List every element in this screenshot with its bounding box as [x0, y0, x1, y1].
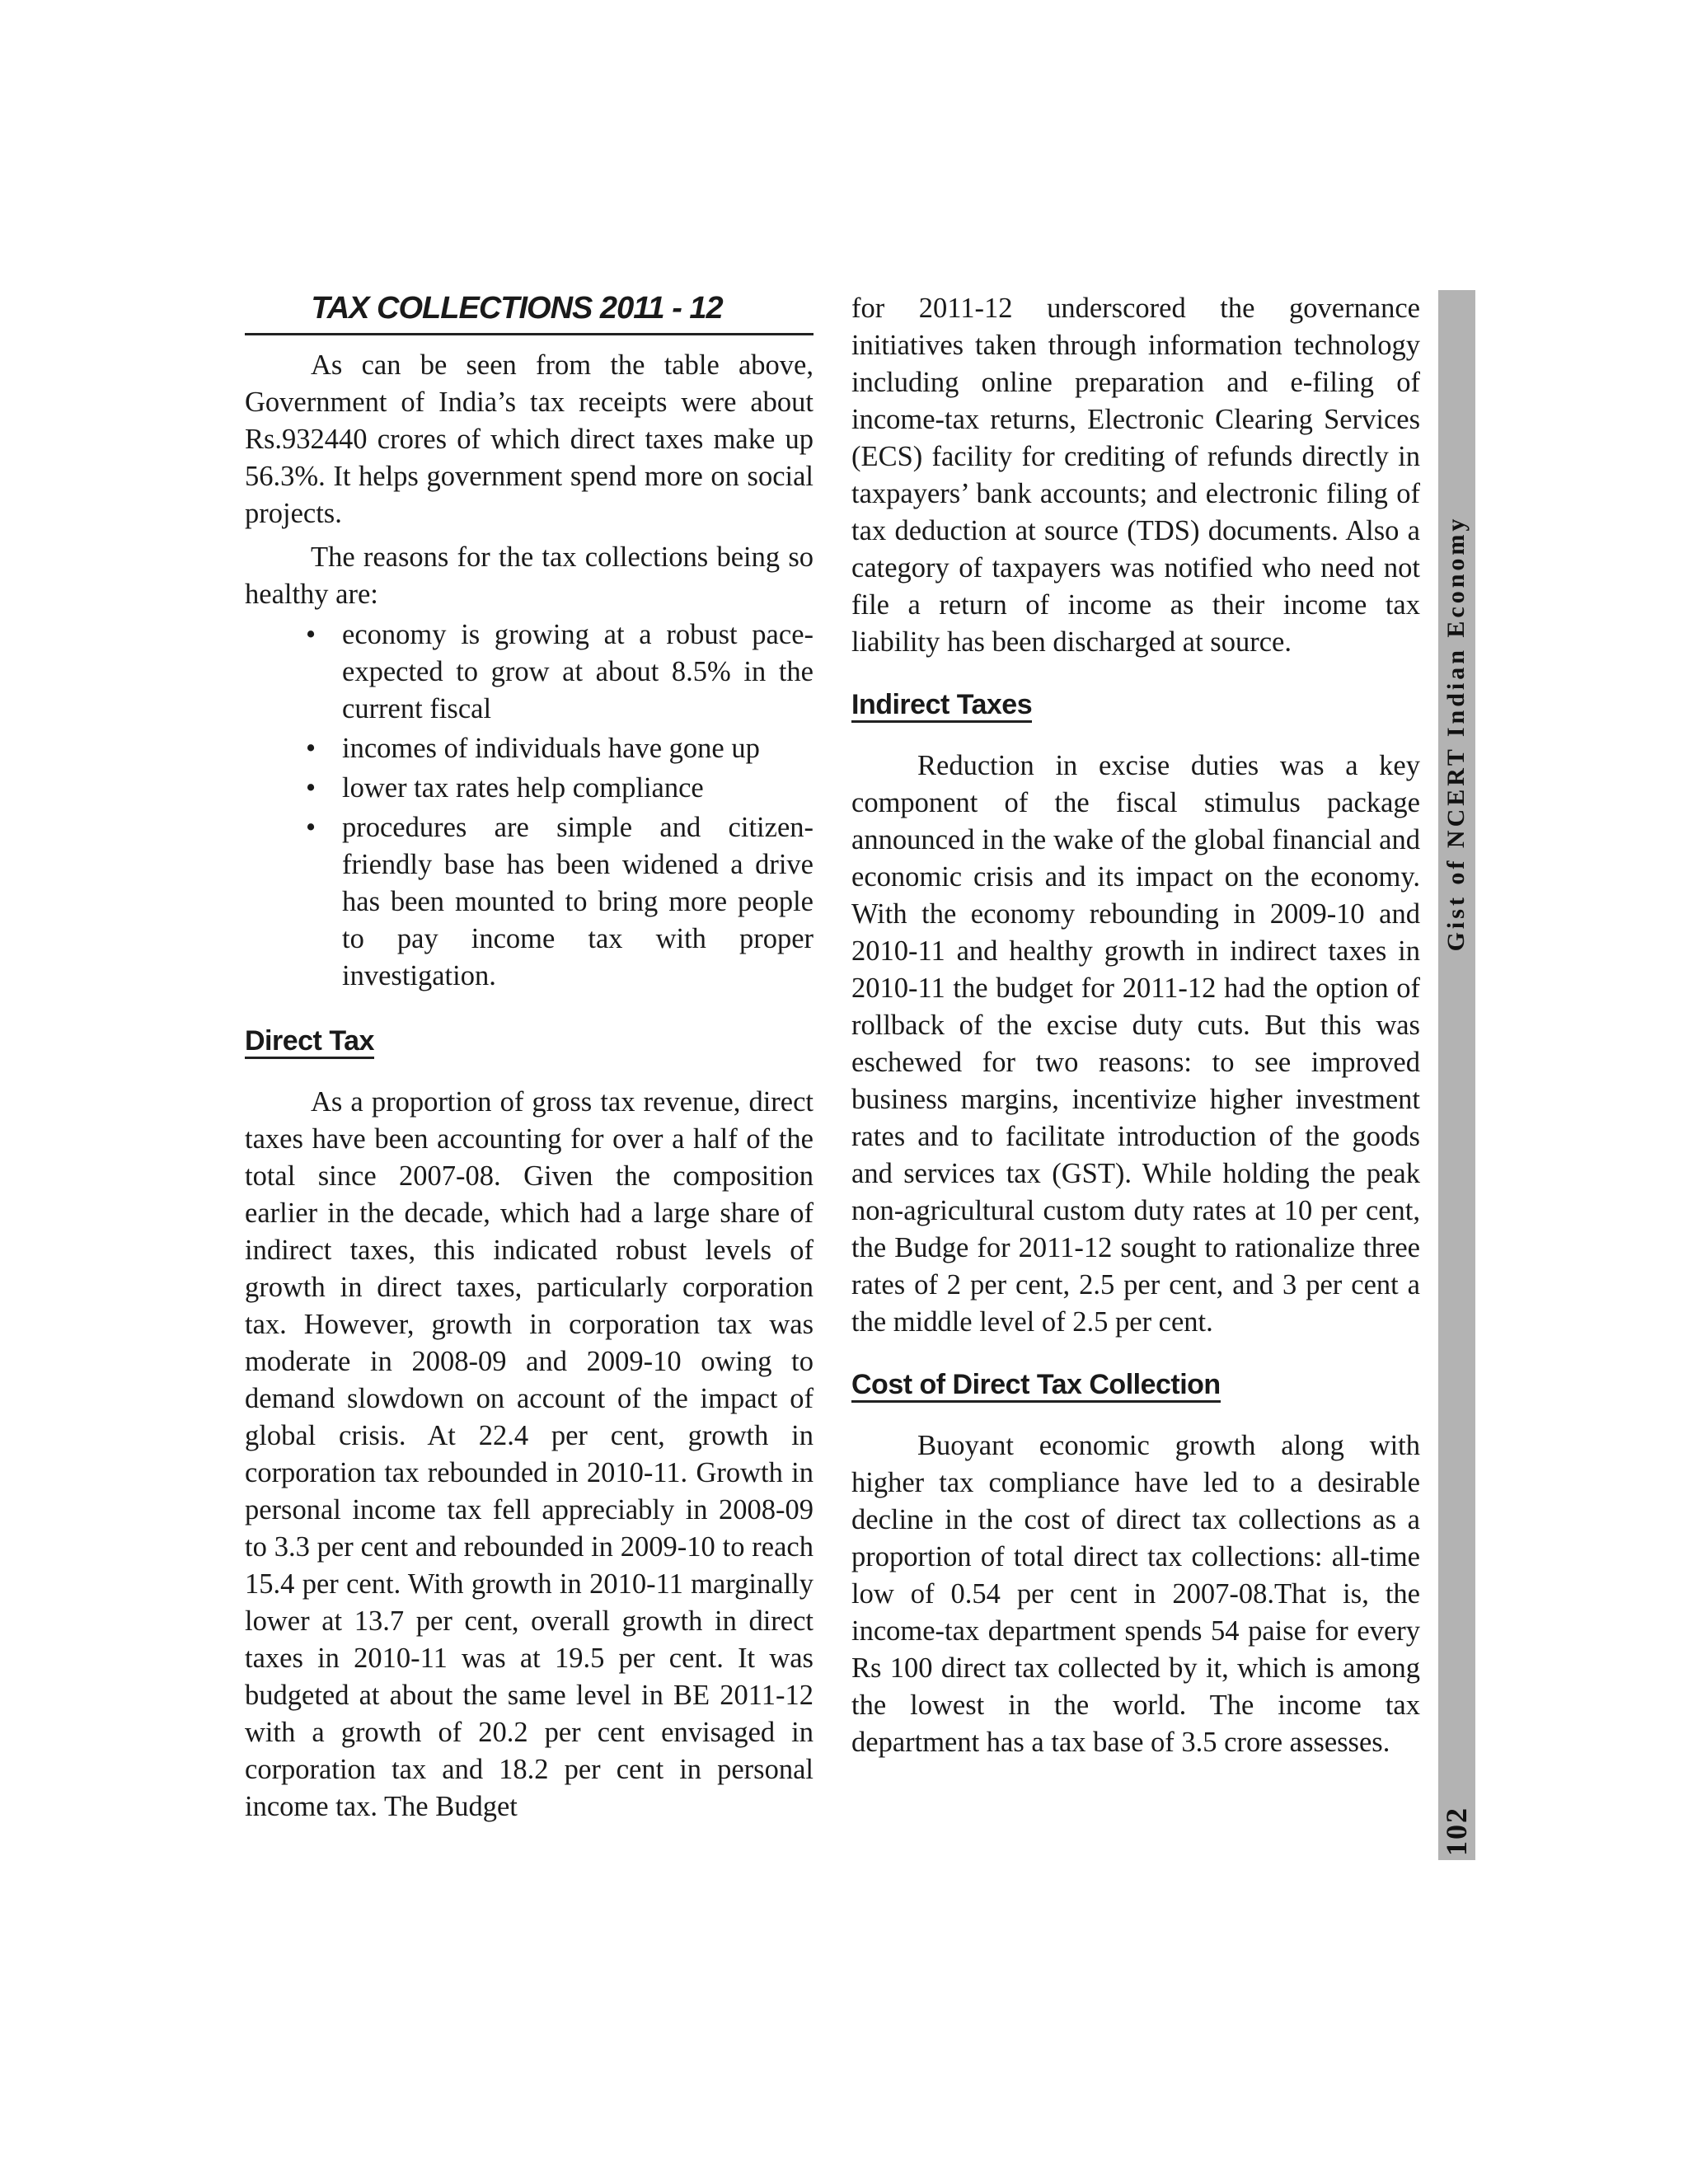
section-title: TAX COLLECTIONS 2011 - 12 — [311, 291, 723, 326]
indirect-taxes-heading: Indirect Taxes — [851, 689, 1032, 723]
reasons-paragraph: The reasons for the tax collections being so healthy are: — [245, 541, 814, 610]
continued-paragraph: for 2011-12 underscored the governance initiatives taken through information technology including online preparation and e-filing of income-tax returns, Electronic Clearing Services (ECS) facility for crediting of refunds directly in taxpayers’ bank accounts; and electronic filing of tax deduction at source (TDS) documents. Also a category of taxpayers was notified who need not file a return of income as their income tax liability has been discharged at source. — [851, 293, 1420, 658]
direct-tax-paragraph: As a proportion of gross tax revenue, direct taxes have been accounting for over a half of the total since 2007-08. Given the composition earlier in the decade, which had a large share of indirect taxes, this indicated robust levels of growth in direct taxes, particularly corporation tax. However, growth in corporation tax was moderate in 2008-09 and 2009-10 owing to demand slowdown on account of the impact of global crisis. At 22.4 per cent, growth in corporation tax rebounded in 2010-11. Growth in personal income tax fell appreciably in 2008-09 to 3.3 per cent and rebounded in 2009-10 to reach 15.4 per cent. With growth in 2010-11 marginally lower at 13.7 per cent, overall growth in direct taxes in 2010-11 was at 19.5 per cent. It was budgeted at about the same level in BE 2011-12 with a growth of 20.2 per cent envisaged in corporation tax and 18.2 per cent in personal income tax. The Budget — [245, 1086, 814, 1822]
reasons-list — [245, 616, 814, 995]
bullet-icon: • — [306, 772, 316, 804]
running-title: Gist of NCERT Indian Economy — [1442, 515, 1470, 952]
page-number: 102 — [1440, 1807, 1473, 1856]
direct-tax-heading: Direct Tax — [245, 1025, 374, 1059]
right-column — [851, 290, 1420, 1761]
bullet-icon: • — [306, 733, 316, 764]
list-item — [306, 770, 814, 807]
cost-of-collection-paragraph: Buoyant economic growth along with higher tax compliance have led to a desirable decline in the cost of direct tax collections as a proportion of total direct tax collections: all-time low of 0.54 per cent in 2007-08.That is, the income-tax department spends 54 paise for every Rs 100 direct tax collected by it, which is among the lowest in the world. The income tax department has a tax base of 3.5 crore assesses. — [851, 1430, 1420, 1758]
list-item-text: incomes of individuals have gone up — [342, 733, 760, 764]
list-item — [306, 809, 814, 995]
cost-of-collection-heading: Cost of Direct Tax Collection — [851, 1369, 1221, 1403]
list-item-text: economy is growing at a robust pace- expected to grow at about 8.5% in the current fiscal — [342, 619, 814, 724]
list-item-text: lower tax rates help compliance — [342, 772, 704, 804]
bullet-icon: • — [306, 812, 316, 843]
intro-paragraph: As can be seen from the table above, Government of India’s tax receipts were about Rs.932440 crores of which direct taxes make up 56.3%. It helps government spend more on social projects. — [245, 349, 814, 529]
list-item — [306, 730, 814, 767]
left-column — [245, 290, 814, 1825]
title-rule — [245, 333, 814, 335]
list-item — [306, 616, 814, 728]
list-item-text: procedures are simple and citizen-friendly base has been widened a drive has been mounted to bring more people to pay income tax with proper investigation. — [342, 812, 814, 991]
indirect-taxes-paragraph: Reduction in excise duties was a key component of the fiscal stimulus package announced in the wake of the global financial and economic crisis and its impact on the economy. With the economy rebounding in 2009-10 and 2010-11 and healthy growth in indirect taxes in 2010-11 the budget for 2011-12 had the option of rollback of the excise duty cuts. But this was eschewed for two reasons: to see improved business margins, incentivize higher investment rates and to facilitate introduction of the goods and services tax (GST). While holding the peak non-agricultural custom duty rates at 10 per cent, the Budge for 2011-12 sought to rationalize three rates of 2 per cent, 2.5 per cent, and 3 per cent a the middle level of 2.5 per cent. — [851, 750, 1420, 1338]
bullet-icon: • — [306, 619, 316, 650]
